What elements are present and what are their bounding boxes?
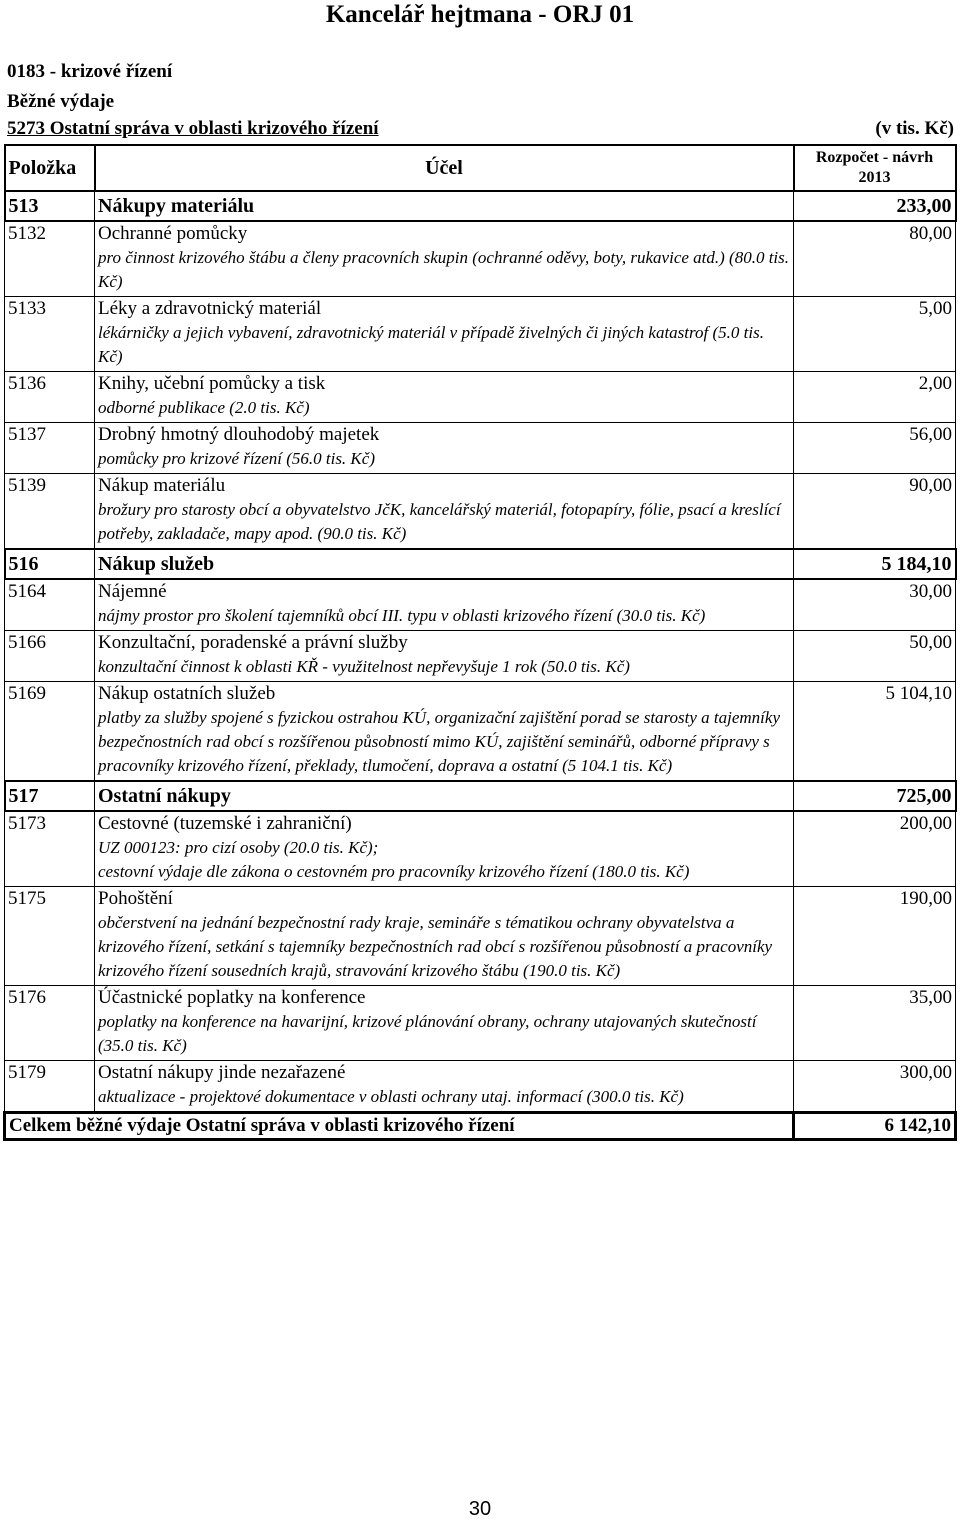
budget-header-line2: 2013 [858,169,891,186]
item-description: konzultační činnost k oblasti KŘ - využitelnost nepřevyšuje 1 rok (50.0 tis. Kč) [98,657,630,676]
item-amount: 200,00 [794,811,956,887]
item-code: 5169 [5,682,95,782]
group-amount: 725,00 [794,781,956,811]
item-amount: 90,00 [794,474,956,550]
item-purpose-cell [95,297,794,372]
item-code: 5175 [5,887,95,986]
item-code: 5173 [5,811,95,887]
item-amount: 5 104,10 [794,682,956,782]
item-purpose-cell [95,986,794,1061]
item-label: Nákup ostatních služeb [98,683,276,704]
group-row [5,781,956,811]
item-row [5,811,956,887]
item-purpose-cell [95,372,794,423]
item-amount: 80,00 [794,221,956,297]
item-description: cestovní výdaje dle zákona o cestovném pro pracovníky krizového řízení (180.0 tis. Kč) [98,862,690,881]
item-purpose-cell [95,221,794,297]
item-label: Konzultační, poradenské a právní služby [98,632,408,653]
item-description: platby za služby spojené s fyzickou ostrahou KÚ, organizační zajištění porad se starosty a tajemníky bezpečnostních rad obcí s rozšířenou působností mimo KÚ, zajištění seminářů, odborné přípravy s pracovníky krizového řízení, překlady, tlumočení, doprava a ostatní (5 104.1 tis. Kč) [98,708,781,775]
item-description: aktualizace - projektové dokumentace v oblasti ochrany utaj. informací (300.0 tis. Kč) [98,1087,684,1106]
total-amount: 6 142,10 [794,1113,956,1140]
item-code: 5137 [5,423,95,474]
item-description: lékárničky a jejich vybavení, zdravotnický materiál v případě živelných či jiných katastrof (5.0 tis. Kč) [98,323,764,366]
item-row [5,372,956,423]
item-label: Účastnické poplatky na konference [98,987,366,1008]
item-description: poplatky na konference na havarijní, krizové plánování obrany, ochrany utajovaných skutečností (35.0 tis. Kč) [98,1012,757,1055]
item-code: 5139 [5,474,95,550]
item-row [5,682,956,782]
item-purpose-cell [95,474,794,550]
group-amount: 233,00 [794,191,956,221]
group-row [5,549,956,579]
item-label: Nájemné [98,581,167,602]
column-header-item: Položka [5,145,95,191]
item-amount: 2,00 [794,372,956,423]
item-row [5,1061,956,1113]
item-row [5,579,956,631]
item-code: 5136 [5,372,95,423]
item-purpose-cell [95,579,794,631]
item-row [5,423,956,474]
group-label: Ostatní nákupy [95,781,794,811]
group-label: Nákupy materiálu [95,191,794,221]
item-label: Nákup materiálu [98,475,226,496]
table-header-row [5,145,956,191]
item-code: 5166 [5,631,95,682]
item-row [5,986,956,1061]
item-purpose-cell [95,1061,794,1113]
group-code: 517 [5,781,95,811]
item-description: UZ 000123: pro cizí osoby (20.0 tis. Kč); [98,838,379,857]
paragraph-heading: 5273 Ostatní správa v oblasti krizového řízení [7,118,379,139]
item-row [5,887,956,986]
item-row [5,631,956,682]
item-label: Léky a zdravotnický materiál [98,298,322,319]
page-number: 30 [468,1498,492,1520]
group-row [5,191,956,221]
item-label: Cestovné (tuzemské i zahraniční) [98,813,352,834]
item-purpose-cell [95,682,794,782]
item-purpose-cell [95,423,794,474]
item-amount: 56,00 [794,423,956,474]
item-code: 5176 [5,986,95,1061]
item-description: brožury pro starosty obcí a obyvatelstvo JčK, kancelářský materiál, fotopapíry, fólie, psací a kreslící potřeby, zakladače, mapy apod. (90.0 tis. Kč) [98,500,781,543]
item-code: 5179 [5,1061,95,1113]
item-description: odborné publikace (2.0 tis. Kč) [98,398,310,417]
item-description: občerstvení na jednání bezpečnostní rady kraje, semináře s tématikou ochrany obyvatelstva a krizového řízení, setkání s tajemníky bezpečnostních rad obcí s rozšířenou působností a pracovníky krizového řízení sousedních krajů, stravování krizového štábu (190.0 tis. Kč) [98,913,773,980]
item-description: nájmy prostor pro školení tajemníků obcí III. typu v oblasti krizového řízení (30.0 tis. Kč) [98,606,706,625]
group-label: Nákup služeb [95,549,794,579]
page-title: Kancelář hejtmana - ORJ 01 [325,1,635,28]
item-description: pro činnost krizového štábu a členy pracovních skupin (ochranné oděvy, boty, rukavice atd.) (80.0 tis. Kč) [98,248,790,291]
item-amount: 30,00 [794,579,956,631]
group-amount: 5 184,10 [794,549,956,579]
item-purpose-cell [95,631,794,682]
item-row [5,221,956,297]
item-amount: 5,00 [794,297,956,372]
group-code: 516 [5,549,95,579]
budget-header-line1: Rozpočet - návrh [815,149,934,166]
item-amount: 35,00 [794,986,956,1061]
item-amount: 300,00 [794,1061,956,1113]
column-header-purpose: Účel [95,145,794,191]
total-row [5,1113,956,1140]
item-row [5,474,956,550]
item-purpose-cell [95,887,794,986]
item-description: pomůcky pro krizové řízení (56.0 tis. Kč) [98,449,375,468]
expense-type-heading: Běžné výdaje [7,91,115,112]
item-amount: 50,00 [794,631,956,682]
item-code: 5132 [5,221,95,297]
unit-label: (v tis. Kč) [875,118,954,139]
group-code: 513 [5,191,95,221]
item-amount: 190,00 [794,887,956,986]
item-label: Ostatní nákupy jinde nezařazené [98,1062,346,1083]
item-purpose-cell [95,811,794,887]
budget-table [3,144,957,1141]
item-label: Knihy, učební pomůcky a tisk [98,373,326,394]
item-row [5,297,956,372]
item-label: Ochranné pomůcky [98,223,248,244]
column-header-budget [794,145,956,191]
total-label: Celkem běžné výdaje Ostatní správa v oblasti krizového řízení [5,1113,794,1140]
chapter-heading: 0183 - krizové řízení [7,61,173,82]
item-label: Drobný hmotný dlouhodobý majetek [98,424,380,445]
item-code: 5133 [5,297,95,372]
item-code: 5164 [5,579,95,631]
item-label: Pohoštění [98,888,173,909]
